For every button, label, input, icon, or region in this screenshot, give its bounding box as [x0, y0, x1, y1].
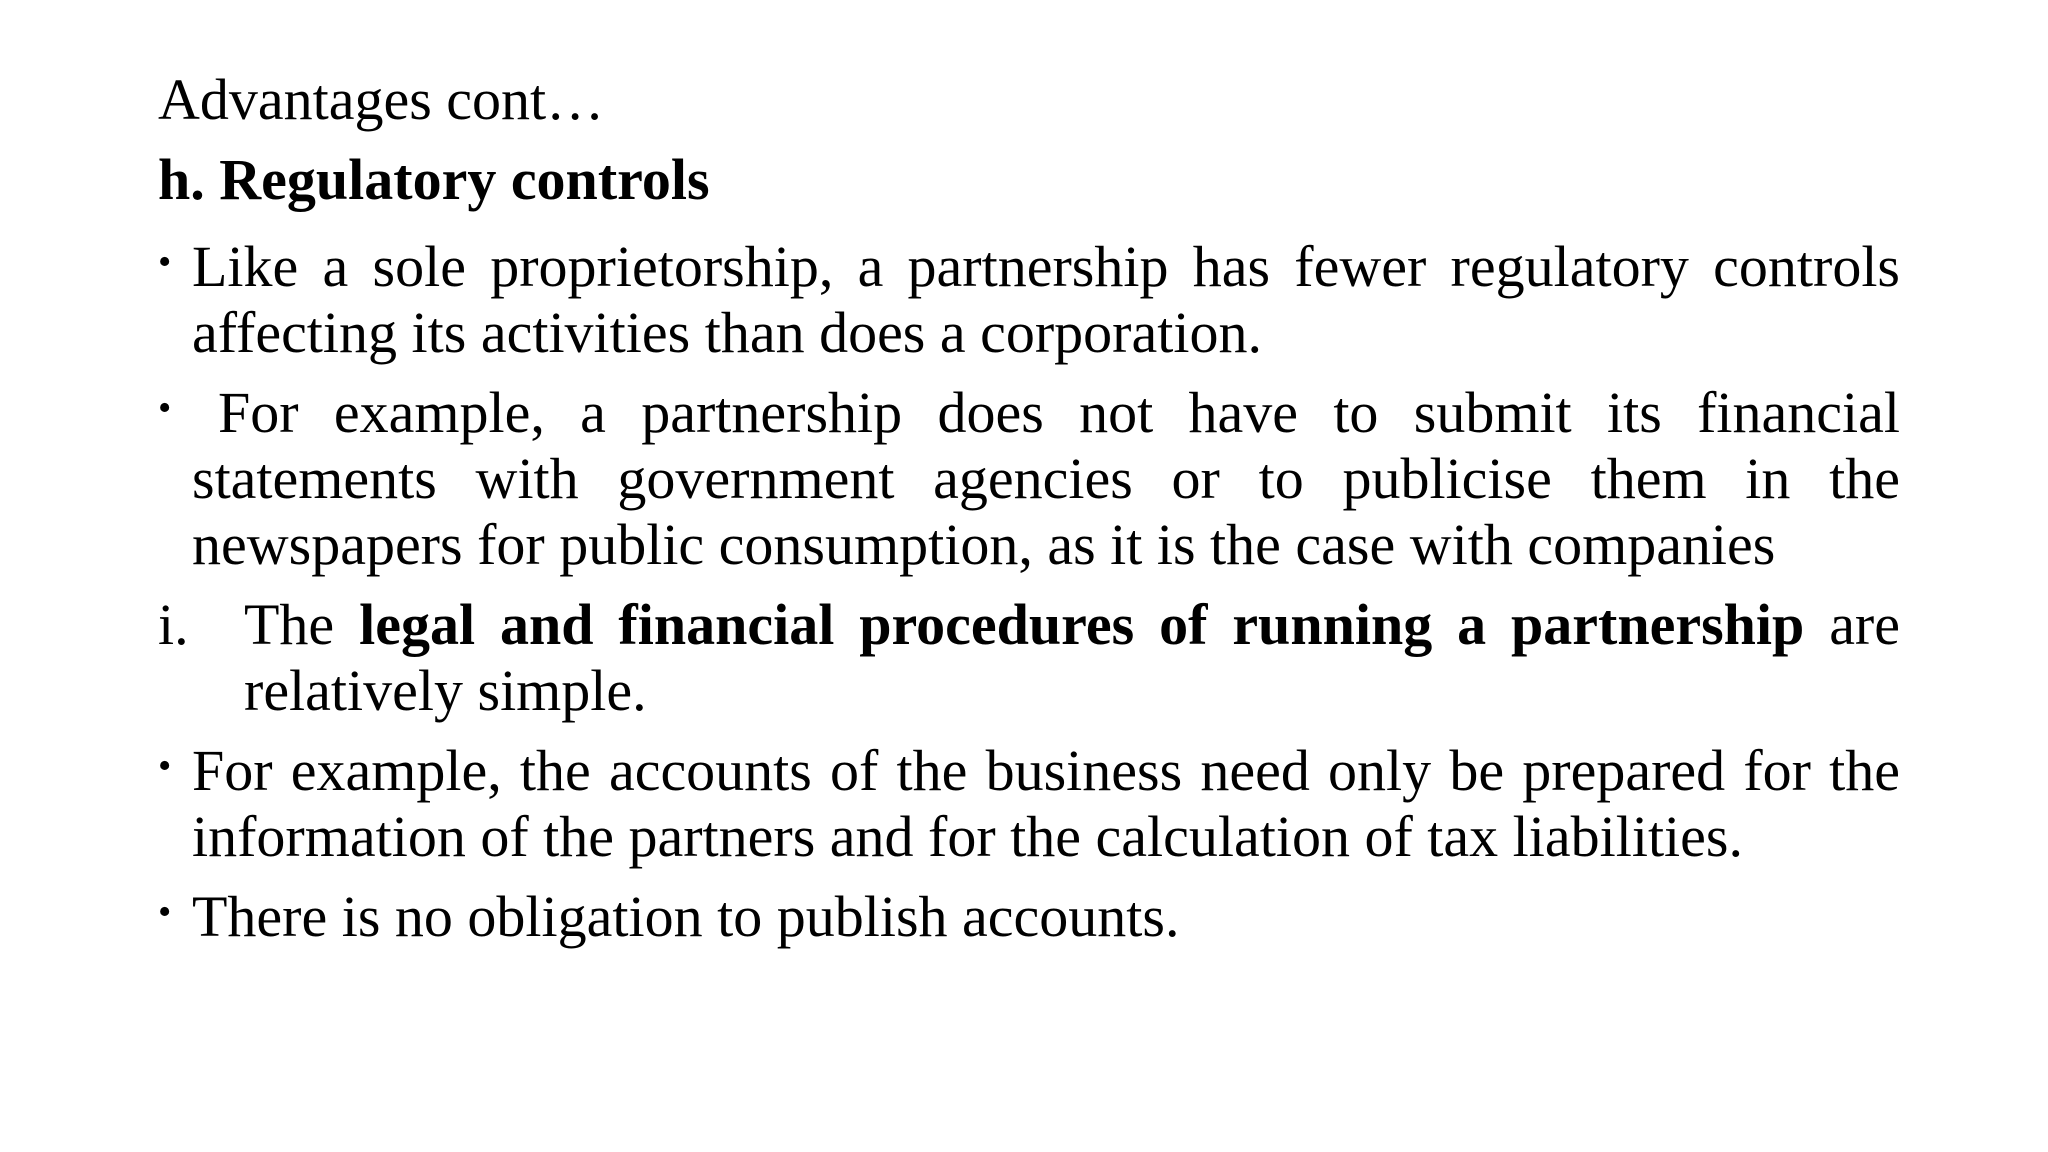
slide-title: Advantages cont… — [158, 67, 605, 132]
bullet-marker: • — [158, 745, 172, 787]
item-text-emphasis: legal and financial procedures of running a partnership — [359, 592, 1805, 657]
bullet-marker: • — [158, 241, 172, 283]
bullet-item — [158, 234, 1900, 366]
section-heading: h. Regulatory controls — [158, 147, 710, 212]
bullet-text: For example, a partnership does not have to submit its financial statements with government agencies or to publicise them in the newspapers for public consumption, as it is the case with companies — [192, 380, 1900, 577]
numbered-item — [158, 592, 1900, 724]
slide-content — [158, 60, 1900, 950]
bullet-text: Like a sole proprietorship, a partnership has fewer regulatory controls affecting its activities than does a corporation. — [192, 234, 1900, 365]
bullet-item — [158, 884, 1900, 950]
bullet-item — [158, 738, 1900, 870]
bullet-marker: • — [158, 891, 172, 933]
bullet-text: There is no obligation to publish accounts. — [192, 884, 1180, 949]
list-number: i. — [158, 592, 189, 657]
bullet-marker: • — [158, 387, 172, 429]
bullet-text: For example, the accounts of the business need only be prepared for the information of the partners and for the calculation of tax liabilities. — [192, 738, 1900, 869]
bullet-item — [158, 380, 1900, 578]
item-text-before: The — [244, 592, 360, 657]
item-text-after: are relatively simple. — [244, 592, 1900, 723]
